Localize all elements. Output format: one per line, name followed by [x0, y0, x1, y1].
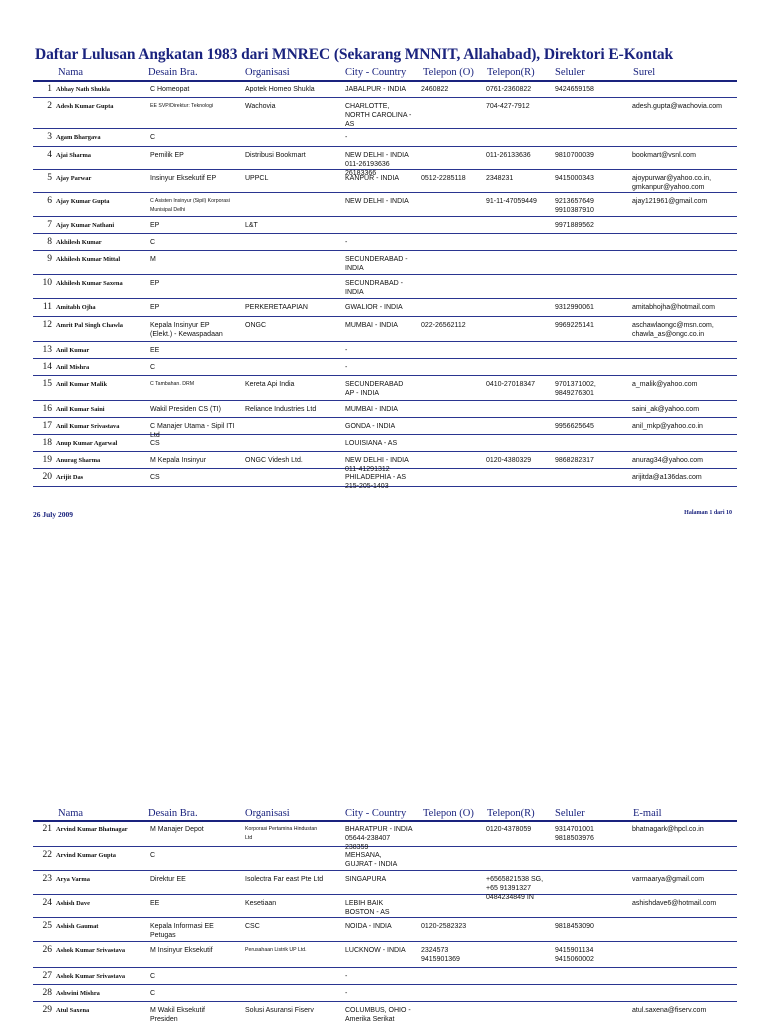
mobile-number: 9969225141	[555, 322, 594, 329]
designation: C	[150, 990, 156, 997]
email-address[interactable]: ajay121961@gmail.com	[632, 198, 708, 205]
person-name: Ashok Kumar Srivastava	[56, 947, 126, 954]
row-number: 4	[47, 150, 52, 160]
mobile-number: 9810700039	[555, 152, 594, 159]
person-name: Agam Bhargava	[56, 134, 101, 141]
phone-home: 0120-4378059	[486, 826, 532, 833]
person-name: Anil Kumar Srivastava	[56, 423, 120, 430]
person-name: Adesh Kumar Gupta	[56, 103, 114, 110]
table-row	[33, 193, 737, 217]
city-country: COLUMBUS, OHIO - Amerika Serikat	[345, 1007, 411, 1023]
city-country: LEBIH BAIK BOSTON - AS	[345, 900, 390, 916]
table-row	[33, 871, 737, 901]
designation: EE	[150, 900, 160, 907]
organization: Solusi Asuransi Fiserv	[245, 1007, 314, 1014]
designation: EE	[150, 347, 160, 354]
header-organization: Organisasi	[245, 808, 290, 819]
email-address[interactable]: saini_ak@yahoo.com	[632, 406, 700, 413]
designation: C Manajer Utama - Sipil ITI Ltd	[150, 423, 235, 439]
organization: L&T	[245, 222, 258, 229]
phone-office: 2324573 9415901369	[421, 947, 460, 963]
mobile-number: 9818453090	[555, 923, 594, 930]
row-number: 1	[47, 84, 52, 94]
person-name: Ajay Kumar Nathani	[56, 222, 115, 229]
city-country: SECUNDRABAD - INDIA	[345, 280, 403, 296]
city-country: NEW DELHI - INDIA 011-26193636 26183366	[345, 152, 409, 177]
table-row	[33, 317, 737, 342]
city-country: LUCKNOW - INDIA	[345, 947, 406, 954]
email-address[interactable]: aschawlaongc@msn.com, chawla_as@ongc.co.in	[632, 322, 714, 338]
email-address[interactable]: adesh.gupta@wachovia.com	[632, 103, 722, 110]
row-number: 19	[42, 455, 52, 465]
row-number: 15	[42, 379, 52, 389]
person-name: Ajay Parwar	[56, 175, 92, 182]
person-name: Arvind Kumar Gupta	[56, 852, 116, 859]
email-address[interactable]: arijitda@a136das.com	[632, 474, 702, 481]
designation: C	[150, 134, 156, 141]
document-title: Daftar Lulusan Angkatan 1983 dari MNREC (Sekarang MNNIT, Allahabad), Direktori E-Kontak	[35, 46, 674, 63]
header-mobile: Seluler	[555, 808, 585, 819]
organization: Apotek Homeo Shukla	[245, 86, 315, 93]
header-phone-home: Telepon(R)	[487, 67, 535, 78]
person-name: Anil Kumar Malik	[56, 381, 108, 388]
row-number: 21	[42, 824, 52, 834]
designation: EP	[150, 280, 160, 287]
table-row	[33, 147, 737, 177]
city-country: SECUNDERABAD - INDIA	[345, 256, 408, 272]
city-country: GWALIOR - INDIA	[345, 304, 403, 311]
table-row	[33, 469, 737, 490]
header-phone-office: Telepon (O)	[423, 67, 474, 78]
row-number: 6	[47, 196, 52, 206]
table-row	[33, 1002, 737, 1024]
row-number: 10	[42, 278, 52, 288]
row-number: 8	[47, 237, 52, 247]
city-country: JABALPUR - INDIA	[345, 86, 407, 93]
city-country: LOUISIANA - AS	[345, 440, 398, 447]
table-row	[33, 452, 737, 473]
person-name: Amrit Pal Singh Chawla	[56, 322, 123, 329]
person-name: Amitabh Ojha	[56, 304, 96, 311]
city-country: BHARATPUR - INDIA 05644-238407 238359	[345, 826, 413, 851]
designation: Insinyur Eksekutif EP	[150, 175, 217, 182]
row-number: 16	[42, 404, 52, 414]
row-number: 23	[42, 874, 52, 884]
mobile-number: 9314701001 9818503976	[555, 826, 594, 842]
designation: C	[150, 239, 156, 246]
designation: CS	[150, 474, 160, 481]
city-country: -	[345, 239, 348, 246]
organization: Korporasi Pertamina Hindustan Ltd	[245, 826, 318, 841]
row-number: 22	[42, 850, 52, 860]
designation: C	[150, 973, 156, 980]
person-name: Arya Varma	[56, 876, 90, 883]
phone-office: 0120-2582323	[421, 923, 467, 930]
row-number: 18	[42, 438, 52, 448]
footer-date: 26 July 2009	[33, 510, 74, 519]
organization: Distribusi Bookmart	[245, 152, 306, 159]
row-number: 11	[42, 302, 52, 312]
email-address[interactable]: atul.saxena@fiserv.com	[632, 1007, 707, 1014]
table-row	[33, 98, 737, 129]
header-city: City - Country	[345, 808, 407, 819]
table-row	[33, 359, 737, 376]
header-phone-office: Telepon (O)	[423, 808, 474, 819]
row-number: 13	[42, 345, 52, 355]
table-row	[33, 342, 737, 359]
email-address[interactable]: anurag34@yahoo.com	[632, 457, 703, 464]
person-name: Anil Mishra	[56, 364, 90, 371]
city-country: NEW DELHI - INDIA	[345, 198, 409, 205]
table-row	[33, 275, 737, 299]
designation: C Tambahan. DRM	[150, 381, 195, 387]
designation: M Kepala Insinyur	[150, 457, 207, 464]
phone-home: 2348231	[486, 175, 514, 182]
mobile-number: 9213657649 9910387910	[555, 198, 594, 214]
mobile-number: 9956625645	[555, 423, 594, 430]
contact-table	[33, 81, 737, 490]
designation: M	[150, 256, 156, 263]
header-email: E-mail	[633, 808, 662, 819]
designation: Kepala Insinyur EP (Elekt.) - Kewaspadaan	[150, 322, 223, 338]
table-row	[33, 895, 737, 918]
table-row	[33, 942, 737, 968]
email-address[interactable]: ashishdave6@hotmail.com	[632, 900, 717, 907]
city-country: PHILADEPHIA - AS 215-205-1403	[345, 474, 407, 490]
city-country: GONDA - INDIA	[345, 423, 396, 430]
city-country: SINGAPURA	[345, 876, 387, 883]
city-country: KANPUR - INDIA	[345, 175, 400, 182]
table-row	[33, 217, 737, 234]
designation: Pemilik EP	[150, 152, 184, 159]
table-row	[33, 170, 737, 193]
organization: Perusahaan Listrik UP Ltd.	[245, 947, 307, 953]
table-row	[33, 821, 737, 851]
mobile-number: 9701371002, 9849276301	[555, 381, 596, 397]
table-row	[33, 418, 737, 439]
designation: M Manajer Depot	[150, 826, 204, 833]
city-country: MUMBAI - INDIA	[345, 322, 398, 329]
person-name: Arvind Kumar Bhatnagar	[56, 826, 128, 833]
organization: CSC	[245, 923, 260, 930]
organization: Reliance Industries Ltd	[245, 406, 317, 413]
table-row	[33, 968, 737, 985]
mobile-number: 9415901134 9415060002	[555, 947, 594, 963]
person-name: Ajay Kumar Gupta	[56, 198, 110, 205]
designation: C Homeopat	[150, 86, 190, 93]
designation: M Wakil Eksekutif Presiden	[150, 1007, 205, 1023]
person-name: Anurag Sharma	[56, 457, 101, 464]
row-number: 20	[42, 472, 52, 482]
phone-home: 0761-2360822	[486, 86, 532, 93]
phone-home: +6565821538 SG, +65 91391327 0484234849 IN	[486, 876, 544, 901]
table-row	[33, 985, 737, 1002]
header-name: Nama	[58, 67, 84, 78]
organization: Kereta Api India	[245, 381, 295, 388]
row-number: 29	[42, 1005, 52, 1015]
person-name: Ashish Dave	[56, 900, 90, 907]
phone-office: 2460822	[421, 86, 449, 93]
person-name: Ashok Kumar Srivastava	[56, 973, 126, 980]
phone-office: 022-26562112	[421, 322, 466, 329]
city-country: -	[345, 347, 348, 354]
person-name: Akhilesh Kumar Mittal	[56, 256, 121, 263]
person-name: Arijit Das	[56, 474, 84, 481]
header-mobile: Seluler	[555, 67, 585, 78]
person-name: Abhay Nath Shukla	[56, 86, 110, 93]
city-country: -	[345, 973, 348, 980]
mobile-number: 9312990061	[555, 304, 594, 311]
designation: C Asisten Insinyur (Sipil) Korporasi Munisipal Delhi	[150, 198, 230, 213]
city-country: -	[345, 364, 348, 371]
city-country: -	[345, 134, 348, 141]
organization: Isolectra Far east Pte Ltd	[245, 876, 324, 883]
mobile-number: 9868282317	[555, 457, 594, 464]
row-number: 26	[42, 945, 52, 955]
table-row	[33, 435, 737, 452]
row-number: 2	[47, 101, 52, 111]
row-number: 14	[42, 362, 52, 372]
mobile-number: 9415000343	[555, 175, 594, 182]
email-address[interactable]: amitabhojha@hotmail.com	[632, 304, 715, 311]
footer-page-number: Halaman 1 dari 10	[684, 510, 732, 516]
table-row	[33, 81, 737, 98]
email-address[interactable]: a_malik@yahoo.com	[632, 381, 698, 388]
header-phone-home: Telepon(R)	[487, 808, 535, 819]
designation: EE SVP/Direktur: Teknologi	[150, 103, 214, 109]
person-name: Akhilesh Kumar Saxena	[56, 280, 123, 287]
header-name: Nama	[58, 808, 84, 819]
organization: ONGC Videsh Ltd.	[245, 457, 303, 464]
row-number: 12	[42, 320, 52, 330]
mobile-number: 9424659158	[555, 86, 594, 93]
person-name: Ashish Gaumat	[56, 923, 99, 930]
designation: EP	[150, 304, 160, 311]
table-row	[33, 376, 737, 401]
row-number: 7	[47, 220, 52, 230]
header-city: City - Country	[345, 67, 407, 78]
table-row	[33, 251, 737, 275]
designation: Wakil Presiden CS (TI)	[150, 406, 221, 413]
city-country: NEW DELHI - INDIA 011-41291312	[345, 457, 409, 473]
organization: Wachovia	[245, 103, 276, 110]
email-address[interactable]: varmaarya@gmail.com	[632, 876, 705, 883]
email-address[interactable]: bookmart@vsnl.com	[632, 152, 696, 159]
designation: Kepala Informasi EE Petugas	[150, 923, 214, 939]
row-number: 25	[42, 921, 52, 931]
email-address[interactable]: ajoypurwar@yahoo.co.in, gmkanpur@yahoo.com	[632, 175, 712, 191]
mobile-number: 9971889562	[555, 222, 594, 229]
organization: PERKERETAAPIAN	[245, 304, 308, 311]
phone-home: 704-427-7912	[486, 103, 530, 110]
designation: CS	[150, 440, 160, 447]
phone-home: 011-26133636	[486, 152, 531, 159]
city-country: SECUNDERABAD AP - INDIA	[345, 381, 404, 397]
person-name: Anup Kumar Agarwal	[56, 440, 118, 447]
row-number: 5	[47, 173, 52, 183]
phone-home: 0120-4380329	[486, 457, 532, 464]
phone-office: 0512-2285118	[421, 175, 466, 182]
row-number: 9	[47, 254, 52, 264]
table-row	[33, 847, 737, 871]
designation: M Insinyur Eksekutif	[150, 947, 213, 954]
row-number: 24	[42, 898, 52, 908]
row-number: 17	[42, 421, 52, 431]
header-email: Surel	[633, 67, 656, 78]
person-name: Atul Saxena	[56, 1007, 90, 1014]
person-name: Anil Kumar	[56, 347, 90, 354]
phone-home: 0410-27018347	[486, 381, 536, 388]
city-country: -	[345, 990, 348, 997]
organization: ONGC	[245, 322, 266, 329]
person-name: Ashwini Mishra	[56, 990, 100, 997]
phone-home: 91-11-47059449	[486, 198, 537, 205]
person-name: Anil Kumar Saini	[56, 406, 105, 413]
header-design: Desain Bra.	[148, 808, 198, 819]
table-row	[33, 299, 737, 317]
city-country: MUMBAI - INDIA	[345, 406, 398, 413]
designation: Direktur EE	[150, 876, 186, 883]
row-number: 28	[42, 988, 52, 998]
row-number: 27	[42, 971, 52, 981]
organization: Kesetiaan	[245, 900, 277, 907]
city-country: MEHSANA, GUJRAT - INDIA	[345, 852, 398, 868]
email-address[interactable]: anil_mkp@yahoo.co.in	[632, 423, 703, 430]
email-address[interactable]: bhatnagark@hpcl.co.in	[632, 826, 704, 833]
table-row	[33, 234, 737, 251]
header-design: Desain Bra.	[148, 67, 198, 78]
table-row	[33, 129, 737, 147]
city-country: NOIDA - INDIA	[345, 923, 392, 930]
table-row	[33, 918, 737, 942]
row-number: 3	[47, 132, 52, 142]
header-organization: Organisasi	[245, 67, 290, 78]
designation: C	[150, 364, 156, 371]
person-name: Ajai Sharma	[56, 152, 91, 159]
city-country: CHARLOTTE, NORTH CAROLINA - AS	[345, 103, 412, 128]
contact-table	[33, 821, 737, 1024]
designation: C	[150, 852, 156, 859]
person-name: Akhilesh Kumar	[56, 239, 102, 246]
designation: EP	[150, 222, 160, 229]
organization: UPPCL	[245, 175, 269, 182]
table-row	[33, 401, 737, 418]
